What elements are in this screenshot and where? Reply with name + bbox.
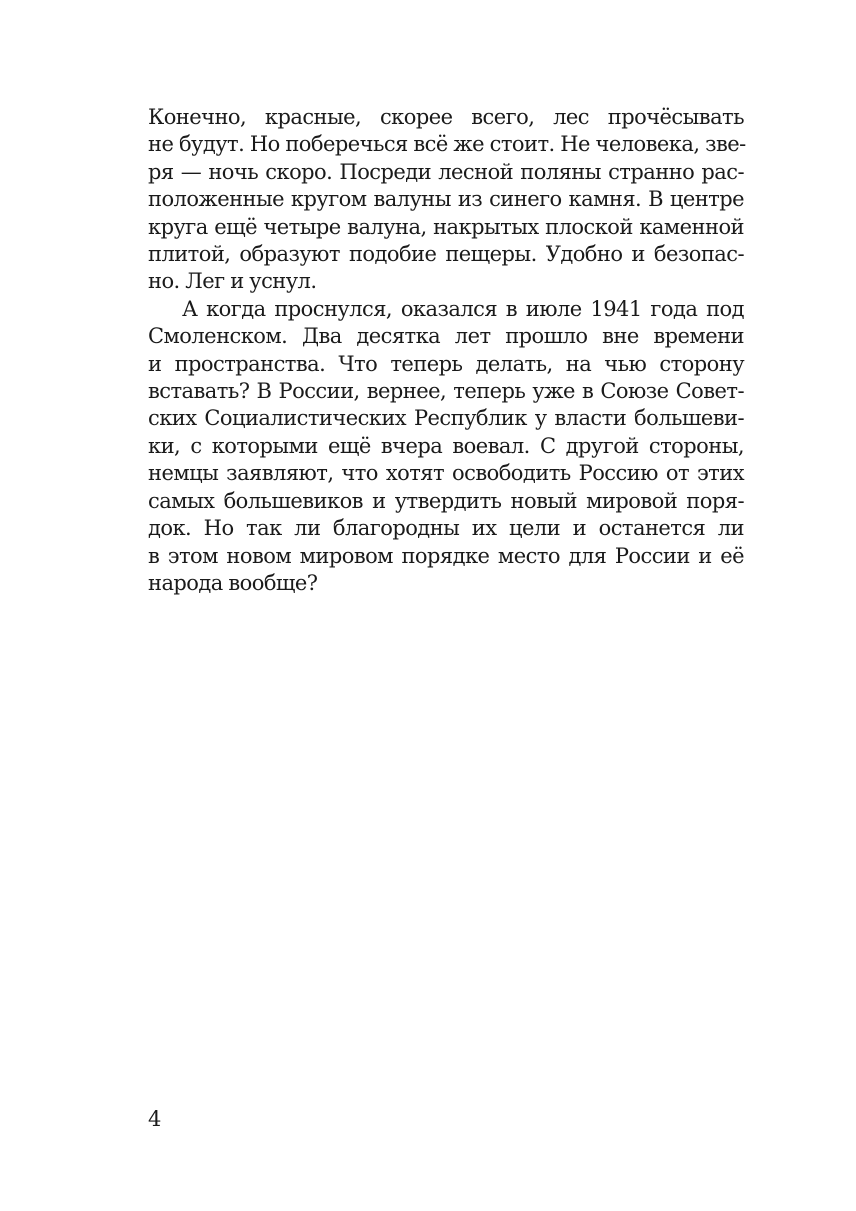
text-line: вставать? В России, вернее, теперь уже в Союзе Совет- xyxy=(148,379,744,404)
paragraph-1 xyxy=(148,104,744,296)
text-line: ских Социалистических Республик у власти большеви- xyxy=(148,406,744,431)
paragraph-2 xyxy=(148,296,744,597)
text-line: плитой, образуют подобие пещеры. Удобно и безопас- xyxy=(148,242,744,267)
text-line: ки, с которыми ещё вчера воевал. С другой стороны, xyxy=(148,433,744,458)
text-line: круга ещё четыре валуна, накрытых плоской каменной xyxy=(148,214,744,239)
text-line: самых большевиков и утвердить новый мировой поря- xyxy=(148,488,744,513)
text-line: народа вообще? xyxy=(148,570,318,595)
body-text xyxy=(148,104,744,597)
text-line: но. Лег и уснул. xyxy=(148,269,317,294)
text-line: в этом новом мировом порядке место для России и её xyxy=(148,543,744,568)
text-line: немцы заявляют, что хотят освободить Россию от этих xyxy=(148,461,744,486)
text-line: не будут. Но поберечься всё же стоит. Не человека, зве- xyxy=(148,132,746,157)
text-line: Конечно, красные, скорее всего, лес прочёсывать xyxy=(148,105,744,129)
text-line: ря — ночь скоро. Посреди лесной поляны странно рас- xyxy=(148,159,744,184)
text-line: положенные кругом валуны из синего камня. В центре xyxy=(148,187,744,212)
text-line: А когда проснулся, оказался в июле 1941 года под xyxy=(182,296,744,321)
text-line: и пространства. Что теперь делать, на чью сторону xyxy=(148,351,744,376)
text-line: док. Но так ли благородны их цели и останется ли xyxy=(148,516,744,541)
page-number: 4 xyxy=(148,1107,162,1131)
text-line: Смоленском. Два десятка лет прошло вне времени xyxy=(148,324,744,349)
